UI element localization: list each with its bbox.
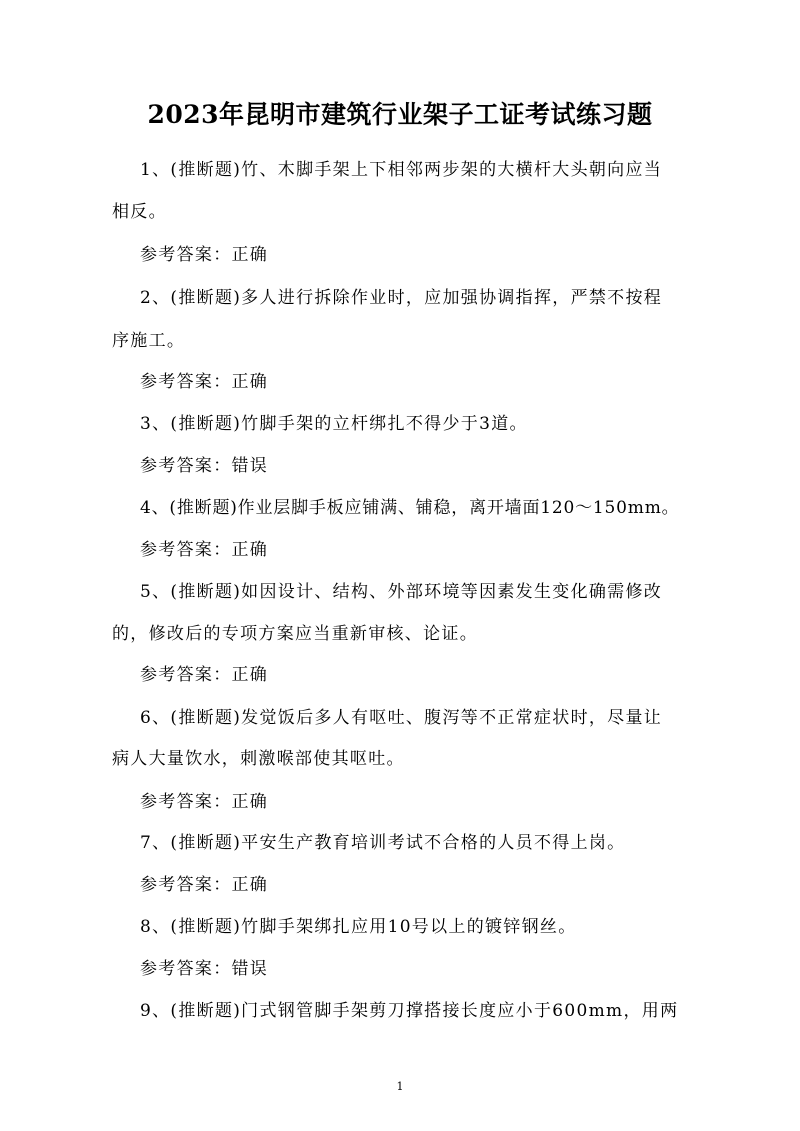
question-1-answer: 参考答案：正确	[140, 245, 269, 265]
page-number: 1	[396, 1080, 404, 1093]
question-2-answer: 参考答案：正确	[140, 372, 269, 392]
question-5-line-1: 5、(推断题)如因设计、结构、外部环境等因素发生变化确需修改	[140, 582, 663, 602]
question-9-line-1: 9、(推断题)门式钢管脚手架剪刀撑搭接长度应小于600mm，用两	[140, 1001, 679, 1021]
question-4-line-1: 4、(推断题)作业层脚手板应铺满、铺稳，离开墙面120～150mm。	[140, 498, 680, 518]
question-6-answer: 参考答案：正确	[140, 792, 269, 812]
question-2-line-1: 2、(推断题)多人进行拆除作业时，应加强协调指挥，严禁不按程	[140, 288, 663, 308]
question-3-line-1: 3、(推断题)竹脚手架的立杆绑扎不得少于3道。	[140, 414, 528, 434]
question-5-answer: 参考答案：正确	[140, 665, 269, 685]
question-8-line-1: 8、(推断题)竹脚手架绑扎应用10号以上的镀锌钢丝。	[140, 917, 577, 937]
question-1-line-1: 1、(推断题)竹、木脚手架上下相邻两步架的大横杆大头朝向应当	[140, 160, 663, 180]
question-4-answer: 参考答案：正确	[140, 540, 269, 560]
question-2-line-2: 序施工。	[112, 331, 186, 351]
question-7-answer: 参考答案：正确	[140, 875, 269, 895]
question-3-answer: 参考答案：错误	[140, 456, 269, 476]
page-title: 2023年昆明市建筑行业架子工证考试练习题	[147, 100, 653, 129]
question-6-line-1: 6、(推断题)发觉饭后多人有呕吐、腹泻等不正常症状时，尽量让	[140, 708, 663, 728]
question-5-line-2: 的，修改后的专项方案应当重新审核、论证。	[112, 624, 478, 644]
question-8-answer: 参考答案：错误	[140, 959, 269, 979]
question-6-line-2: 病人大量饮水，刺激喉部使其呕吐。	[112, 749, 405, 769]
question-1-line-2: 相反。	[112, 202, 167, 222]
question-7-line-1: 7、(推断题)平安生产教育培训考试不合格的人员不得上岗。	[140, 833, 626, 853]
